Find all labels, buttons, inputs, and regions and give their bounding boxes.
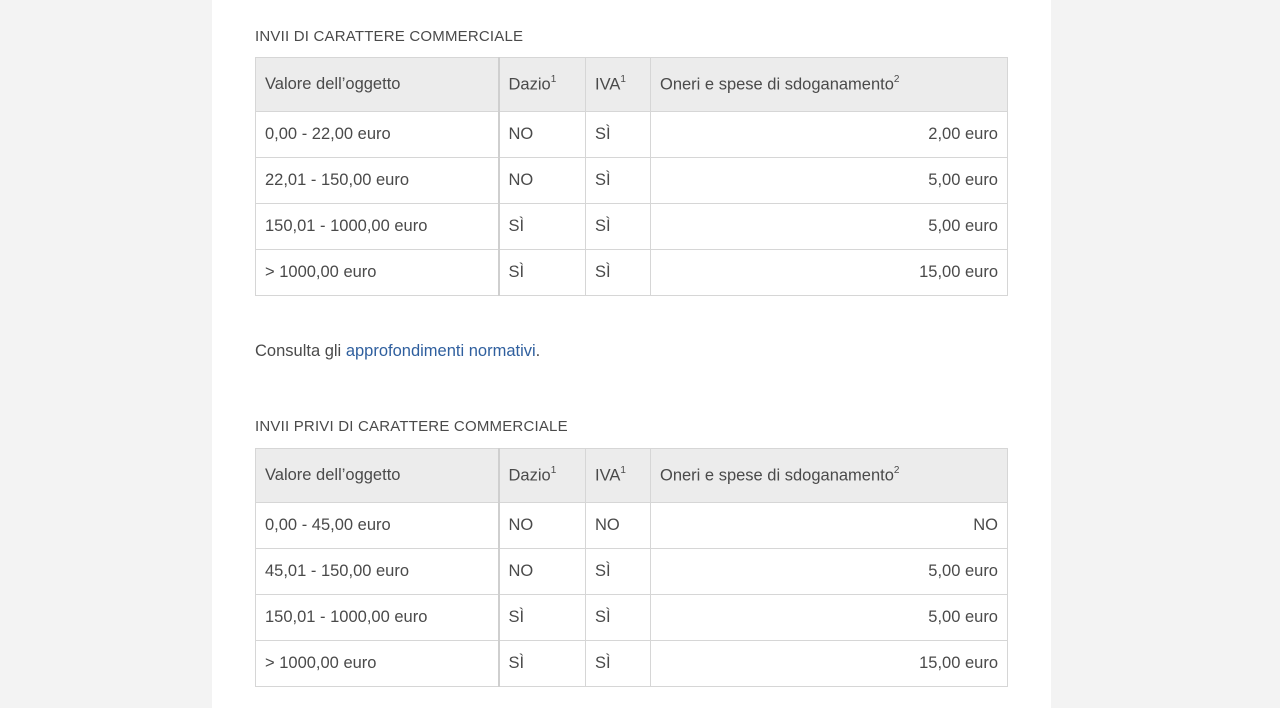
consult-paragraph <box>255 342 540 361</box>
header-fees: Oneri e spese di sdoganamento$^2$ <box>651 58 1008 112</box>
table-row <box>256 549 1008 595</box>
cell-vat: SÌ <box>586 595 651 641</box>
table-row <box>256 503 1008 549</box>
non-commercial-fees-table <box>255 448 1008 687</box>
cell-fees: 5,00 euro <box>651 158 1008 204</box>
header-vat: IVA$^1$ <box>586 449 651 503</box>
header-duty: Dazio$^1$ <box>499 449 586 503</box>
cell-duty: NO <box>499 549 586 595</box>
header-value: Valore dell’oggetto <box>256 58 499 112</box>
table-header-row <box>256 449 1008 503</box>
cell-value: 0,00 - 22,00 euro <box>256 112 499 158</box>
cell-value: 45,01 - 150,00 euro <box>256 549 499 595</box>
cell-vat: SÌ <box>586 158 651 204</box>
table-row <box>256 641 1008 687</box>
cell-fees: 15,00 euro <box>651 641 1008 687</box>
cell-duty: SÌ <box>499 595 586 641</box>
cell-vat: SÌ <box>586 112 651 158</box>
content-page <box>212 0 1051 708</box>
cell-duty: NO <box>499 112 586 158</box>
cell-fees: 5,00 euro <box>651 549 1008 595</box>
cell-fees: NO <box>651 503 1008 549</box>
cell-value: > 1000,00 euro <box>256 641 499 687</box>
cell-vat: NO <box>586 503 651 549</box>
cell-fees: 5,00 euro <box>651 595 1008 641</box>
table-row <box>256 112 1008 158</box>
cell-duty: SÌ <box>499 204 586 250</box>
cell-duty: NO <box>499 158 586 204</box>
cell-vat: SÌ <box>586 204 651 250</box>
section-title-non-commercial: INVII PRIVI DI CARATTERE COMMERCIALE <box>255 418 568 435</box>
header-duty: Dazio$^1$ <box>499 58 586 112</box>
cell-value: 150,01 - 1000,00 euro <box>256 204 499 250</box>
cell-value: 150,01 - 1000,00 euro <box>256 595 499 641</box>
cell-fees: 5,00 euro <box>651 204 1008 250</box>
cell-duty: NO <box>499 503 586 549</box>
consult-suffix: . <box>535 342 541 360</box>
table-row <box>256 204 1008 250</box>
cell-duty: SÌ <box>499 250 586 296</box>
cell-duty: SÌ <box>499 641 586 687</box>
cell-value: > 1000,00 euro <box>256 250 499 296</box>
table-row <box>256 158 1008 204</box>
header-vat: IVA$^1$ <box>586 58 651 112</box>
section-title-commercial: INVII DI CARATTERE COMMERCIALE <box>255 28 524 45</box>
table-header-row <box>256 58 1008 112</box>
cell-value: 22,01 - 150,00 euro <box>256 158 499 204</box>
commercial-fees-table <box>255 57 1008 296</box>
header-value: Valore dell’oggetto <box>256 449 499 503</box>
consult-prefix: Consulta gli <box>255 342 346 360</box>
cell-vat: SÌ <box>586 641 651 687</box>
cell-vat: SÌ <box>586 250 651 296</box>
cell-value: 0,00 - 45,00 euro <box>256 503 499 549</box>
cell-fees: 15,00 euro <box>651 250 1008 296</box>
header-fees: Oneri e spese di sdoganamento$^2$ <box>651 449 1008 503</box>
cell-vat: SÌ <box>586 549 651 595</box>
regulatory-details-link[interactable]: approfondimenti normativi <box>345 342 536 360</box>
table-row <box>256 595 1008 641</box>
table-row <box>256 250 1008 296</box>
cell-fees: 2,00 euro <box>651 112 1008 158</box>
